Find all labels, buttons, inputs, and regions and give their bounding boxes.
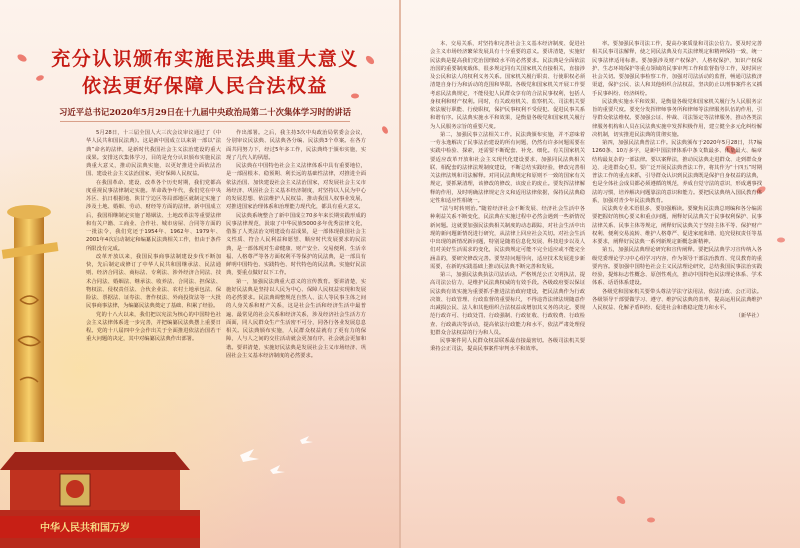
paragraph: 民法典专业术语很多，要加强解读。要聚焦民法典总则编和各分编需要把握好的核心要义和重点问题，阐释好民法典关于民事权利保护、民事法律关系、民事主体等规定，阐释好民法典关于坚持主体平等、保护财产权利、便利交易流转、维护人格尊严、促进家庭和谐、追究侵权责任等基本要求，阐释好民法典一系列新规定新概念新精神。 bbox=[592, 206, 762, 245]
paragraph: 民法典在中国特色社会主义法律体系中具有重要地位，是一部固根本、稳预期、利长远的基础性法律，对推进全面依法治国、加快建设社会主义法治国家，对发展社会主义市场经济、巩固社会主义基本经济制度，对坚持以人民为中心的发展思想、依法维护人民权益、推动我国人权事业发展，对推进国家治理体系和治理能力现代化，都具有重大意义。 bbox=[226, 163, 366, 211]
divider bbox=[60, 121, 350, 122]
paragraph: 民事案件同人民群众权益联系最直接最密切。各级司法机关要秉持公正司法，提高民事案件审判水平和效率。 bbox=[430, 338, 585, 353]
paragraph: 第一，加强民法典重大意义的宣传教育。要讲清楚，实施好民法典是坚持以人民为中心、保障人民权益实现和发展的必然要求。民法典调整规范自然人、法人等民事主体之间的人身关系和财产关系，这是社会生活和经济生活中最普遍、最常见的社会关系和经济关系，涉及经济社会生活方方面面，同人民群众生产生活密不可分，同各行各业发展息息相关。民法典颁布实施，人民群众权益就有了更有力的保障，人与人之间的交往活动就会更加有序，社会就会更加和谐。要讲清楚，实施好民法典是发展社会主义市场经济、巩固社会主义基本经济制度的必然要求。 bbox=[226, 278, 366, 359]
right-page bbox=[401, 0, 800, 548]
paragraph: 第五，加强民法典理论研究和宣传阐释。要把民法典学习宣传纳入各级党委理论学习中心组学习内容，作为领导干部法治教育、党员教育的重要内容。要加强中国特色社会主义民法理论研究，总结我国民事法治实践经验，提炼标志性概念、原创性观点，推动中国特色民法理论体系、学术体系、话语体系建设。 bbox=[592, 247, 762, 287]
paragraph: 5月28日，十三届全国人大三次会议审议通过了《中华人民共和国民法典》。这是新中国成立以来第一部以“法典”命名的法律，是新时代我国社会主义法治建设的重大成果。安排这次集体学习，目的是充分认识颁布实施民法典重大意义，推动民法典实施，以更好推进全面依法治国、建设社会主义法治国家，更好保障人民权益。 bbox=[86, 130, 221, 178]
gate-banner-text: 中华人民共和国万岁 bbox=[40, 523, 130, 534]
paragraph: 第二，加强民事立法相关工作。民法典颁布实施，并不意味着一劳永逸解决了民事法治建设的所有问题，仍然有许多问题需要在实践中检验、探索，还需要不断配套、补充、细化。有关国家机关要适应改革开放和社会主义现代化建设要求，加强同民法典相关联、相配套的法律法规制度建设，不断总结实践经验，修改完善相关法律法规和司法解释。对同民法典规定和原则不一致的国家有关规定，要抓紧清理，该修改的修改，该废止的废止。要发挥法律解释的作用，及时明确法律规定含义和适用法律依据，保持民法典稳定性和适应性相统一。 bbox=[430, 131, 585, 204]
paragraph: 各级党和国家机关要带头尊法学法守法用法，依法行政、公正司法。各级领导干部要做学习、遵守、维护民法典的表率，提高运用民法典维护人民权益、化解矛盾纠纷、促进社会和谐稳定能力和水平。 bbox=[592, 288, 762, 311]
paragraph: 改革开放以来，我国民事商事法制建设步伐不断加快，先后制定或修订了中华人民共和国继承法、民法通则、经济合同法、商标法、专利法、涉外经济合同法、技术合同法、婚姻法、继承法、收养法、合同法、担保法、物权法、侵权责任法、合伙企业法、农村土地承包法、保险法、票据法、证券法、著作权法、外商投资法等一大批民事商事法律，为编纂民法典奠定了基础、积累了经验。 bbox=[86, 253, 221, 310]
paragraph: 民法典系统整合了新中国成立70多年来长期实践形成的民事法律规范，汲取了中华民族5000多年优秀法律文化，借鉴了人类法治文明建设有益成果，是一部体现我国社会主义性质、符合人民利益和愿望、顺应时代发展要求的民法典，是一部体现对生命健康、财产安全、交易便利、生活幸福、人格尊严等各方面权利平等保护的民法典，是一部具有鲜明中国特色、实践特色、时代特色的民法典。实施好民法典，要重点做好以下工作。 bbox=[226, 212, 366, 277]
headline-line-1: 充分认识颁布实施民法典重大意义 bbox=[51, 48, 359, 70]
article-headline bbox=[40, 46, 370, 100]
paragraph: 在我国革命、建设、改革各个历史时期，我们党都高度重视民事法律制定实施。革命战争年代，我们党在中央苏区、抗日根据地、陕甘宁边区等局部地区就制定实施了涉及土地、婚姻、劳动、财经等方面的法律。新中国成立后，我国相继制定实施了婚姻法、土地改革法等重要法律和有关户籍、工商业、合作社、城市房屋、合同等方面的一批法令，我们党还于1954年、1962年、1979年、2001年4次启动制定和编纂民法典相关工作，但由于条件所限没有完成。 bbox=[86, 179, 221, 252]
headline-line-2: 依法更好保障人民合法权益 bbox=[81, 75, 328, 97]
article-byline: （新华社） bbox=[735, 313, 762, 320]
article-subhead: 习近平总书记2020年5月29日在十九届中央政治局第二十次集体学习时的讲话 bbox=[58, 107, 352, 117]
left-page bbox=[0, 0, 399, 548]
paragraph: “法与时转则治。”随着经济社会不断发展、经济社会生活中各种利益关系不断变化，民法典在实施过程中必然会遇到一些新情况新问题。这就要加强民法典相关制度的动态跟踪，对社会生活中出现的新问题新情况进行研究，从法律上回应社会关切。对社会生活中出现的新情况新问题，特别是随着信息化发展、科技进步以及人们对美好生活需求的变化，民法典规定可能不完全适应或不能完全涵盖的，要研究修改完善。要坚持问题导向，适应技术发展进步新需要，在新的实践基础上推动民法典不断完善和发展。 bbox=[430, 206, 585, 270]
paragraph: 本、交易关系，对坚持和完善社会主义基本经济制度、促进社会主义市场经济繁荣发展具有十分重要的意义。要讲清楚，实施好民法典是提高我们党治国理政水平的必然要求。民法典是全面依法治国的重要制度载体，很多规定同有关国家机关直接相关，直接涉及公民和法人的权利义务关系。国家机关履行职责、行使职权必须清楚自身行为和活动的范围和界限。各级党和国家机关开展工作要考虑民法典规定，不能侵犯人民群众享有的合法民事权利，包括人身权利和财产权利。同时，有关政府机关、监察机关、司法机关要依法履行职能、行使职权，保护民事权利不受侵犯、促进民事关系和谐有序。民法典实施水平和效果，是衡量各级党和国家机关履行为人民服务宗旨的重要尺度。 bbox=[430, 41, 585, 130]
paragraph: 作出部署。之后，我主持3次中央政治局常委会会议，分别审议民法典、民法典各分编、民法典3个草案。在各方面共同努力下，经过5年多工作，民法典终于颁布实施，实现了几代人的夙愿。 bbox=[226, 130, 366, 161]
paragraph: 率。要加强民事司法工作，提高办案质量和司法公信力。要及时完善相关民事司法解释，使之同民法典及有关法律规定和精神保持一致，统一民事法律适用标准。要加强涉及财产权保护、人格权保护、知识产权保护、生态环境保护等重点领域的民事审判工作和监督指导工作，及时回应社会关切。要加强民事检察工作，加强对司法活动的监督，畅通司法救济渠道，保护公民、法人和其他组织合法权益，坚决防止以刑事案件名义插手民事纠纷、经济纠纷。 bbox=[592, 41, 762, 97]
paragraph: 党的十八大以来，我们把以宪法为核心的中国特色社会主义法律体系进一步完善，并把编纂民法典摆上重要日程。党的十八届四中全会作出关于全面推进依法治国若干重大问题的决定，其中对编纂民法典作出部署。 bbox=[86, 311, 221, 343]
text-column-left-2 bbox=[226, 129, 366, 531]
text-column-right-1 bbox=[430, 40, 585, 540]
paragraph: 第三，加强民法典执法司法活动。严格规范公正文明执法，提高司法公信力，是维护民法典权威的有效手段。各级政府要以保证民法典有效实施为重要抓手推进法治政府建设，把民法典作为行政决策、行政管理、行政监督的重要标尺，不得违背法律法规随意作出减损公民、法人和其他组织合法权益或增加其义务的决定。要规范行政许可、行政处罚、行政强制、行政征收、行政收费、行政检查、行政裁决等活动，提高依法行政能力和水平，依法严肃处理侵犯群众合法权益的行为和人员。 bbox=[430, 272, 585, 336]
paragraph: 第四，加强民法典普法工作。民法典颁布于2020年5月28日，共7编1260条、10万多字，是新中国法律体系中条文数最多、体量最大、编章结构最复杂的一部法律。要以案释法，推动民法典走进群众、走到群众身边、走进群众心里。要广泛开展民法典普法工作，将其作为“十四五”时期普法工作的重点来抓，引导群众认识到民法典既是保护自身权益的法典，也是全体社会成员都必须遵循的规范，养成自觉守法的意识，形成遇事找法的习惯，培养解决问题靠法的意识和能力。要把民法典纳入国民教育体系，加强对青少年民法典教育。 bbox=[592, 140, 762, 204]
text-column-left-1 bbox=[86, 129, 221, 531]
paragraph: 民法典实施水平和效果，是衡量各级党和国家机关履行为人民服务宗旨的重要尺度。要充分发挥律师事务所和律师等法律服务队伍的作用，引导群众依法维权。要加强公证、仲裁、司法鉴定等法律服务，推动各类法律服务机构和人员在民法典实施中发挥积极作用，建立健全多元化纠纷解决机制，切实推进民法典的贯彻实施。 bbox=[592, 98, 762, 138]
text-column-right-2 bbox=[592, 40, 762, 540]
